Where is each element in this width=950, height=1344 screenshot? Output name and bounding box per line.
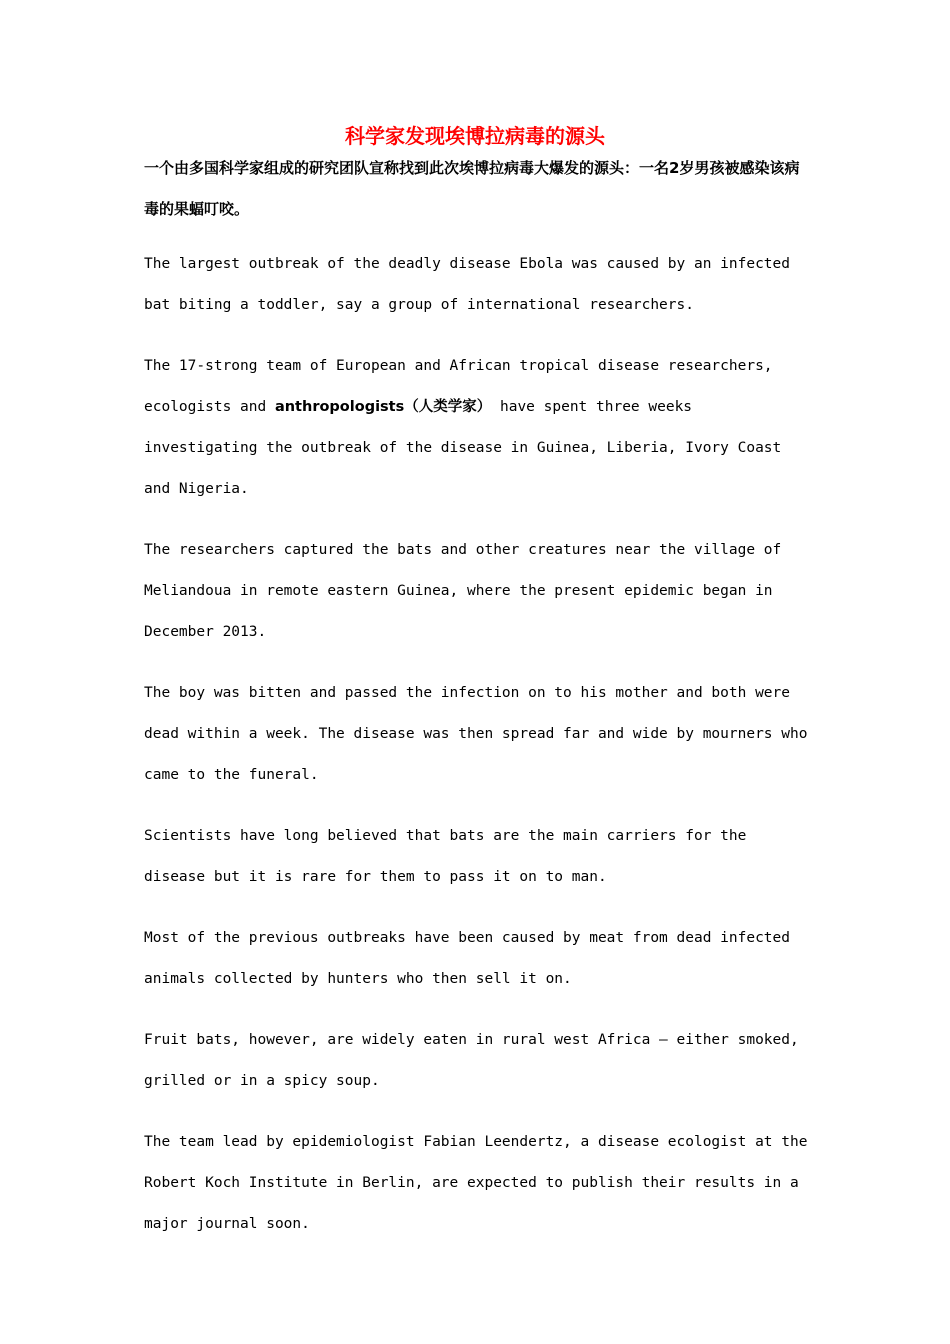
paragraph-4: The boy was bitten and passed the infection on to his mother and both were dead within a week. The disease was then spread far and wide by mourners who came to the funeral.	[144, 685, 808, 783]
paragraph-2-lead: The 17-strong team of European and African tropical disease researchers, ecologists and	[144, 358, 773, 415]
paragraph-5: Scientists have long believed that bats are the main carriers for the disease but it is rare for them to pass it on to man.	[144, 828, 747, 885]
paragraph-8: The team lead by epidemiologist Fabian Leendertz, a disease ecologist at the Robert Koch Institute in Berlin, are expected to publish their results in a major journal soon.	[144, 1134, 808, 1232]
paragraph-3: The researchers captured the bats and other creatures near the village of Meliandoua in remote eastern Guinea, where the present epidemic began in December 2013.	[144, 542, 782, 640]
chinese-summary: 一个由多国科学家组成的研究团队宣称找到此次埃博拉病毒大爆发的源头：一名2岁男孩被感染该病毒的果蝠叮咬。	[144, 159, 800, 218]
paragraph-1: The largest outbreak of the deadly disease Ebola was caused by an infected bat biting a toddler, say a group of international researchers.	[144, 256, 791, 313]
paragraph-6: Most of the previous outbreaks have been caused by meat from dead infected animals collected by hunters who then sell it on.	[144, 930, 791, 987]
article-title: 科学家发现埃博拉病毒的源头	[345, 124, 605, 148]
article-body	[144, 244, 814, 1265]
vocabulary-term: anthropologists（人类学家）	[274, 399, 492, 415]
paragraph-2-rest: have spent three weeks investigating the outbreak of the disease in Guinea, Liberia, Ivory Coast and Nigeria.	[144, 399, 782, 497]
paragraph-2	[144, 346, 814, 510]
paragraph-7: Fruit bats, however, are widely eaten in rural west Africa – either smoked, grilled or in a spicy soup.	[144, 1032, 799, 1089]
